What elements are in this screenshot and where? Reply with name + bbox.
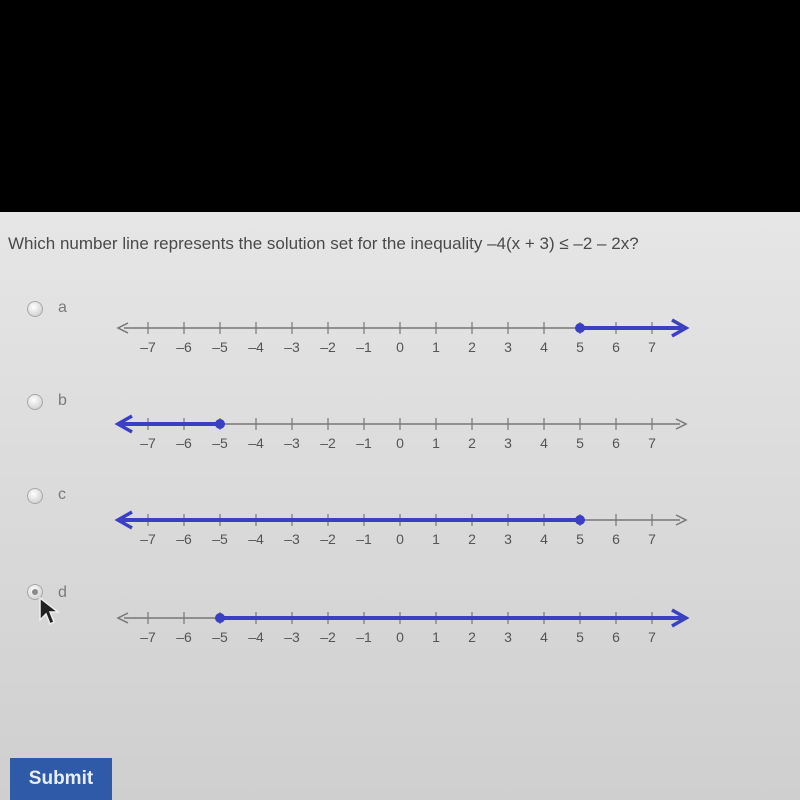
tick-label: –6 bbox=[176, 629, 192, 645]
tick-label: –5 bbox=[212, 339, 228, 355]
tick-label: –7 bbox=[140, 531, 156, 547]
tick-label: 5 bbox=[576, 629, 584, 645]
tick-label: –3 bbox=[284, 435, 300, 451]
tick-label: 2 bbox=[468, 435, 476, 451]
tick-label: –1 bbox=[356, 339, 372, 355]
option-a[interactable] bbox=[0, 292, 800, 355]
mouse-pointer-icon bbox=[38, 596, 62, 626]
tick-label: –2 bbox=[320, 531, 336, 547]
tick-label: 2 bbox=[468, 629, 476, 645]
tick-label: 3 bbox=[504, 339, 512, 355]
tick-label: 3 bbox=[504, 629, 512, 645]
number-line-c bbox=[0, 500, 800, 560]
tick-label: 5 bbox=[576, 435, 584, 451]
tick-label: 0 bbox=[396, 629, 404, 645]
tick-label: –4 bbox=[248, 339, 264, 355]
number-line-b bbox=[0, 404, 800, 464]
tick-label: –6 bbox=[176, 435, 192, 451]
tick-label: –6 bbox=[176, 339, 192, 355]
tick-label: 6 bbox=[612, 339, 620, 355]
tick-label: 7 bbox=[648, 531, 656, 547]
tick-label: 1 bbox=[432, 629, 440, 645]
tick-label: –2 bbox=[320, 435, 336, 451]
tick-label: 7 bbox=[648, 339, 656, 355]
tick-label: –4 bbox=[248, 629, 264, 645]
tick-label: 2 bbox=[468, 339, 476, 355]
tick-label: –5 bbox=[212, 629, 228, 645]
tick-label: –3 bbox=[284, 531, 300, 547]
tick-label: –7 bbox=[140, 629, 156, 645]
tick-label: –4 bbox=[248, 531, 264, 547]
option-letter: c bbox=[58, 486, 66, 503]
tick-label: 0 bbox=[396, 435, 404, 451]
tick-label: 0 bbox=[396, 531, 404, 547]
tick-label: 5 bbox=[576, 339, 584, 355]
tick-label: 6 bbox=[612, 629, 620, 645]
tick-label: –1 bbox=[356, 629, 372, 645]
option-letter: d bbox=[58, 584, 67, 601]
tick-label: 7 bbox=[648, 435, 656, 451]
option-c[interactable] bbox=[0, 484, 800, 547]
tick-label: –6 bbox=[176, 531, 192, 547]
tick-label: 2 bbox=[468, 531, 476, 547]
tick-label: 4 bbox=[540, 629, 548, 645]
tick-label: 5 bbox=[576, 531, 584, 547]
tick-label: 6 bbox=[612, 531, 620, 547]
tick-label: 6 bbox=[612, 435, 620, 451]
tick-label: –2 bbox=[320, 339, 336, 355]
tick-label: 0 bbox=[396, 339, 404, 355]
tick-label: 7 bbox=[648, 629, 656, 645]
tick-label: –2 bbox=[320, 629, 336, 645]
endpoint-dot bbox=[576, 516, 584, 524]
number-line-d bbox=[0, 598, 800, 658]
tick-label: 3 bbox=[504, 435, 512, 451]
tick-label: –7 bbox=[140, 435, 156, 451]
option-letter: b bbox=[58, 392, 67, 409]
tick-label: 1 bbox=[432, 339, 440, 355]
tick-label: –5 bbox=[212, 435, 228, 451]
option-b[interactable] bbox=[0, 388, 800, 451]
question-text: Which number line represents the solution set for the inequality –4(x + 3) ≤ –2 – 2x? bbox=[8, 234, 639, 253]
tick-label: –4 bbox=[248, 435, 264, 451]
tick-label: 4 bbox=[540, 531, 548, 547]
number-line-a bbox=[0, 308, 800, 368]
endpoint-dot bbox=[576, 324, 584, 332]
tick-label: –7 bbox=[140, 339, 156, 355]
quiz-screen bbox=[0, 212, 800, 800]
option-letter: a bbox=[58, 299, 67, 316]
endpoint-dot bbox=[216, 420, 224, 428]
tick-label: 1 bbox=[432, 435, 440, 451]
tick-label: –3 bbox=[284, 629, 300, 645]
tick-label: –3 bbox=[284, 339, 300, 355]
tick-label: 3 bbox=[504, 531, 512, 547]
option-d[interactable] bbox=[0, 582, 800, 645]
tick-label: 4 bbox=[540, 435, 548, 451]
tick-label: –1 bbox=[356, 531, 372, 547]
endpoint-dot bbox=[216, 614, 224, 622]
tick-label: –1 bbox=[356, 435, 372, 451]
tick-label: –5 bbox=[212, 531, 228, 547]
tick-label: 4 bbox=[540, 339, 548, 355]
submit-button[interactable]: Submit bbox=[10, 758, 112, 800]
tick-label: 1 bbox=[432, 531, 440, 547]
